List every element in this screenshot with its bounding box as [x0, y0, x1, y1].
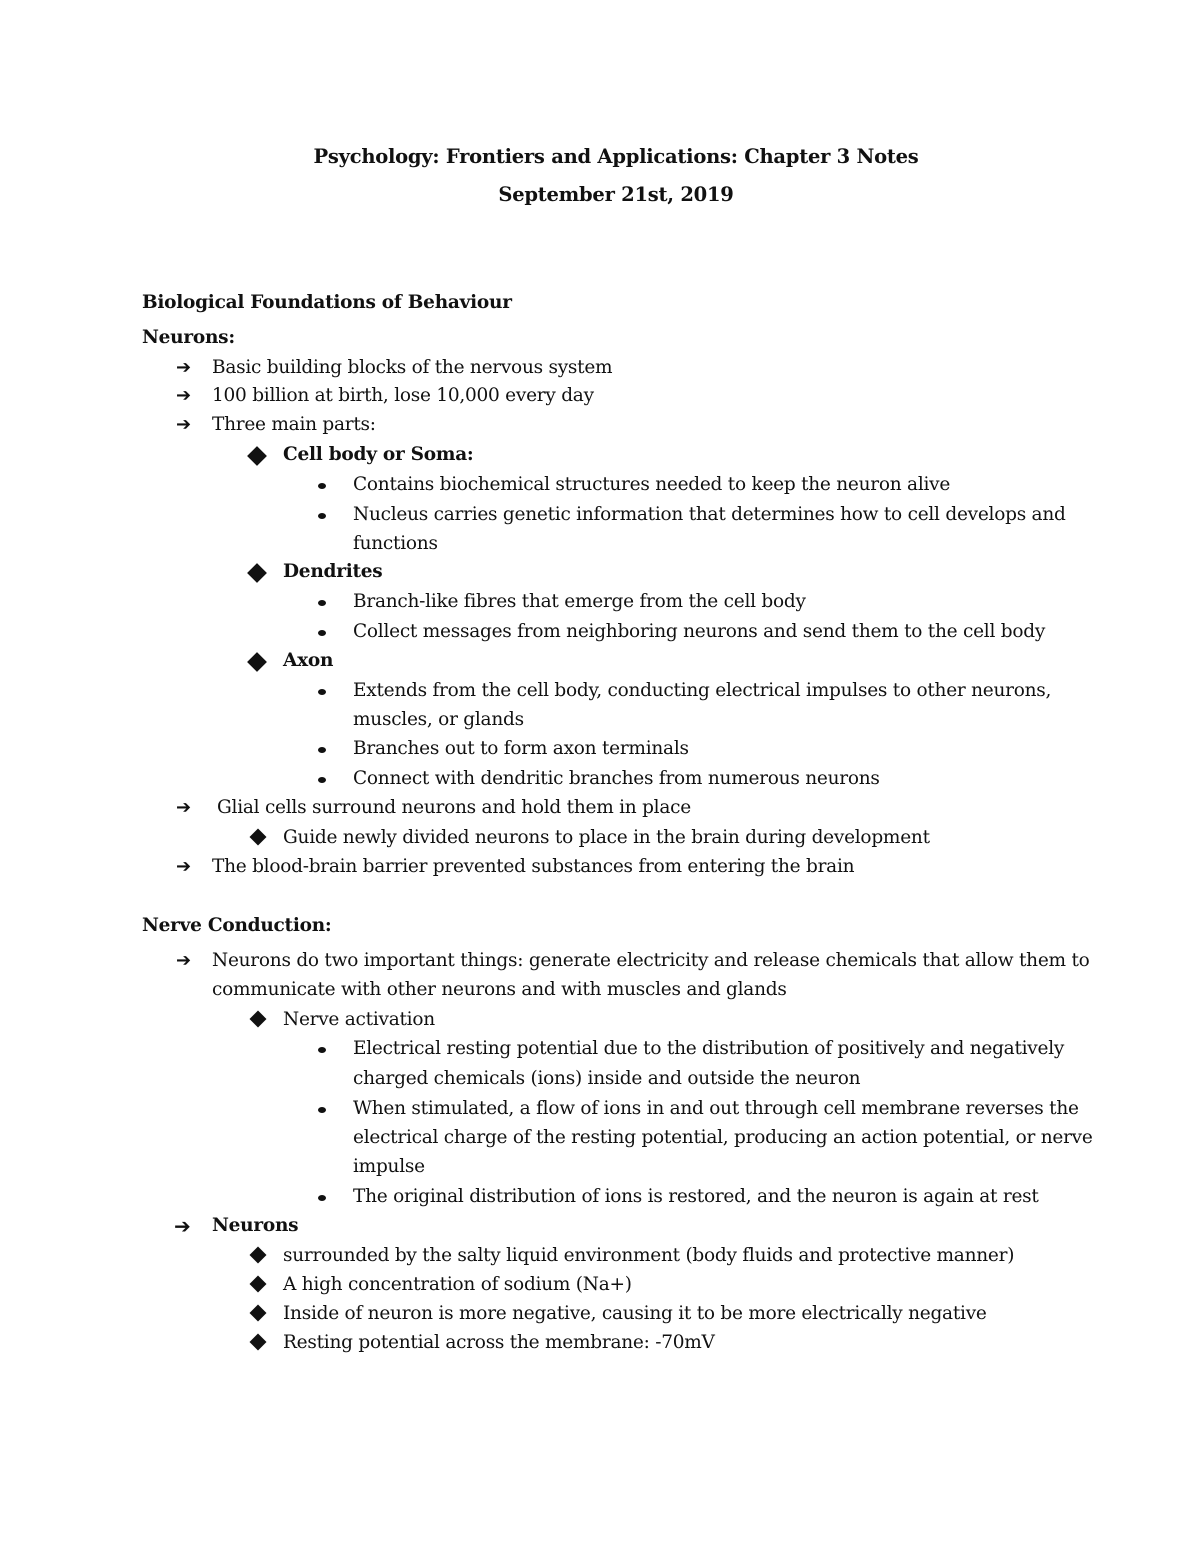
diamond-bullet-icon	[250, 1334, 267, 1351]
list-item: Guide newly divided neurons to place in the brain during development	[283, 827, 930, 848]
arrow-bullet-icon: ➔	[176, 856, 192, 877]
list-item-continuation: charged chemicals (ions) inside and outside the neuron	[353, 1068, 861, 1089]
diamond-bullet-icon	[247, 652, 267, 672]
dot-bullet-icon	[318, 1195, 326, 1201]
list-item: Inside of neuron is more negative, causing it to be more electrically negative	[283, 1303, 987, 1324]
label-nerve-activation: Nerve activation	[283, 1009, 435, 1030]
dot-bullet-icon	[318, 1047, 326, 1053]
arrow-bullet-icon: ➔	[176, 385, 192, 406]
list-item-continuation: communicate with other neurons and with muscles and glands	[212, 979, 787, 1000]
label-axon: Axon	[283, 650, 334, 671]
list-item: Electrical resting potential due to the distribution of positively and negatively	[353, 1038, 1065, 1059]
dot-bullet-icon	[318, 600, 326, 606]
list-item-continuation: electrical charge of the resting potential, producing an action potential, or nerve	[353, 1127, 1093, 1148]
list-item: surrounded by the salty liquid environment (body fluids and protective manner)	[283, 1245, 1015, 1266]
section-heading-biological: Biological Foundations of Behaviour	[142, 292, 512, 313]
diamond-bullet-icon	[250, 1247, 267, 1264]
list-item: Neurons do two important things: generate electricity and release chemicals that allow them to	[212, 950, 1090, 971]
diamond-bullet-icon	[250, 1011, 267, 1028]
dot-bullet-icon	[318, 630, 326, 636]
list-item: The blood-brain barrier prevented substances from entering the brain	[212, 856, 855, 877]
document-title: Psychology: Frontiers and Applications: Chapter 3 Notes	[313, 145, 919, 168]
list-item: 100 billion at birth, lose 10,000 every day	[212, 385, 594, 406]
list-item: Nucleus carries genetic information that determines how to cell develops and	[353, 504, 1066, 525]
list-item: Resting potential across the membrane: -70mV	[283, 1332, 715, 1353]
diamond-bullet-icon	[250, 1276, 267, 1293]
label-dendrites: Dendrites	[283, 561, 383, 582]
dot-bullet-icon	[318, 1107, 326, 1113]
dot-bullet-icon	[318, 777, 326, 783]
list-item-continuation: impulse	[353, 1156, 425, 1177]
diamond-bullet-icon	[247, 446, 267, 466]
subheading-neurons: Neurons:	[142, 327, 235, 348]
arrow-bullet-icon: ➔	[176, 357, 192, 378]
label-neurons: Neurons	[212, 1215, 299, 1236]
list-item: The original distribution of ions is restored, and the neuron is again at rest	[353, 1186, 1039, 1207]
list-item: Glial cells surround neurons and hold them in place	[217, 797, 691, 818]
arrow-bullet-icon: ➔	[176, 797, 192, 818]
section-heading-nerve-conduction: Nerve Conduction:	[142, 915, 332, 936]
dot-bullet-icon	[318, 483, 326, 489]
dot-bullet-icon	[318, 513, 326, 519]
list-item: Branch-like fibres that emerge from the cell body	[353, 591, 806, 612]
list-item: Branches out to form axon terminals	[353, 738, 689, 759]
list-item-continuation: muscles, or glands	[353, 709, 524, 730]
list-item: Basic building blocks of the nervous system	[212, 357, 613, 378]
list-item: Connect with dendritic branches from numerous neurons	[353, 768, 880, 789]
arrow-bullet-bold-icon: ➔	[174, 1214, 191, 1238]
list-item: Contains biochemical structures needed to keep the neuron alive	[353, 474, 951, 495]
dot-bullet-icon	[318, 689, 326, 695]
list-item: Three main parts:	[212, 414, 376, 435]
list-item: A high concentration of sodium (Na+)	[283, 1274, 632, 1295]
list-item: Extends from the cell body, conducting electrical impulses to other neurons,	[353, 680, 1052, 701]
list-item: When stimulated, a flow of ions in and out through cell membrane reverses the	[353, 1098, 1079, 1119]
list-item-continuation: functions	[353, 533, 438, 554]
arrow-bullet-icon: ➔	[176, 414, 192, 435]
dot-bullet-icon	[318, 747, 326, 753]
diamond-bullet-icon	[247, 563, 267, 583]
diamond-bullet-icon	[250, 1305, 267, 1322]
document-date: September 21st, 2019	[498, 183, 734, 206]
label-cell-body: Cell body or Soma:	[283, 444, 474, 465]
list-item: Collect messages from neighboring neurons and send them to the cell body	[353, 621, 1046, 642]
arrow-bullet-icon: ➔	[176, 950, 192, 971]
diamond-bullet-icon	[250, 829, 267, 846]
